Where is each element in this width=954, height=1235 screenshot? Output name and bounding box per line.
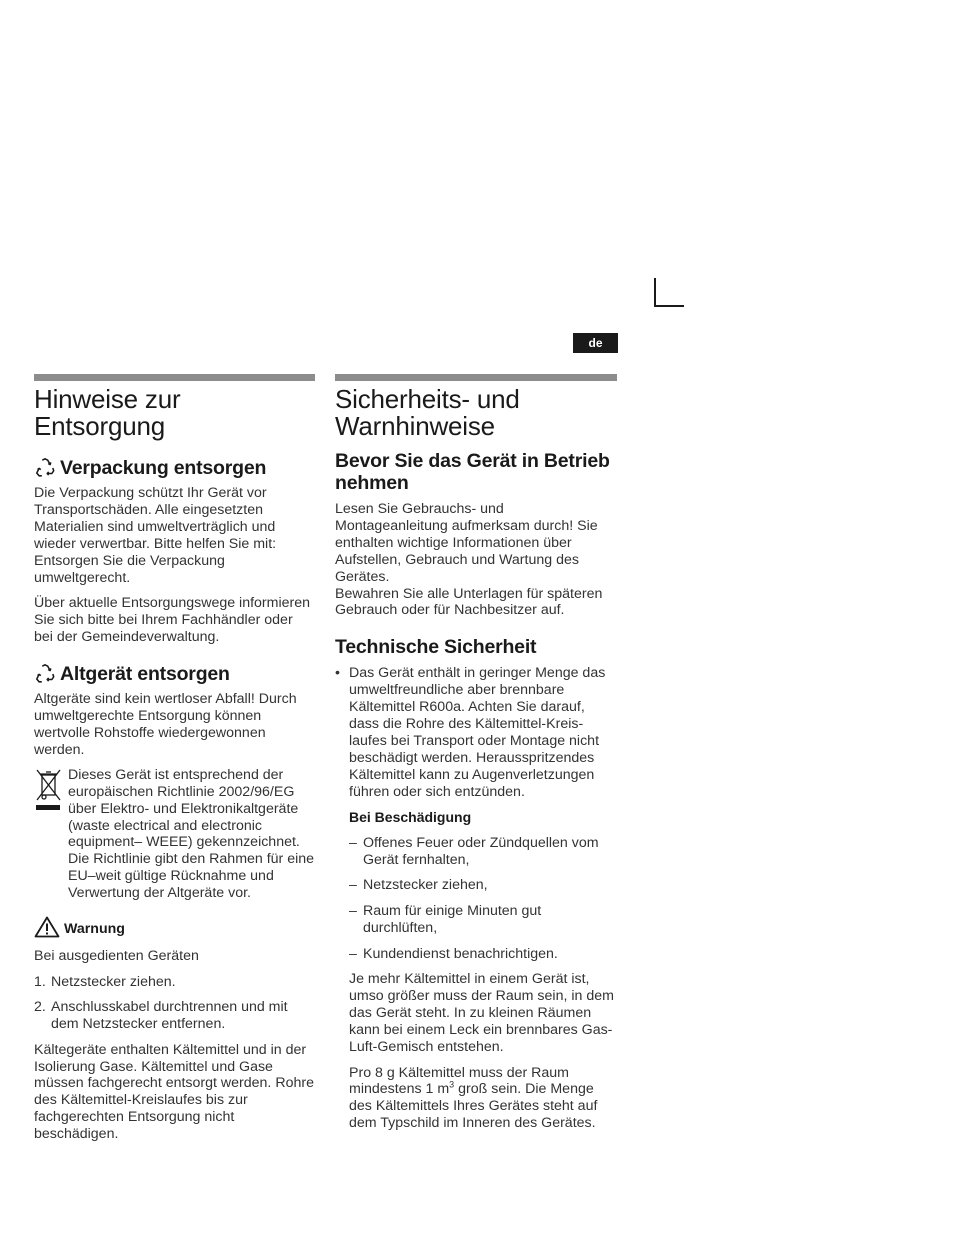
right-column (335, 374, 617, 1132)
safety-title: Sicherheits- und Warnhinweise (335, 384, 520, 441)
packaging-heading-row (34, 457, 315, 479)
warning-label: Warnung (64, 921, 125, 938)
damage-step: – Raum für einige Minuten gut durchlüften, (349, 903, 542, 937)
packaging-paragraph-1: Die Verpackung schützt Ihr Gerät vor Transportschäden. Alle eingesetzten Materialien sind umweltverträglich und wieder verwertbar. Bitte helfen Sie mit: Entsorgen Sie die Verpackung umweltgerecht. (34, 485, 277, 586)
old-device-heading-row (34, 663, 315, 685)
warning-triangle-icon (34, 916, 60, 938)
before-use-paragraph-1: Lesen Sie Gebrauchs- und Montageanleitung aufmerksam durch! Sie enthalten wichtige Informationen über Aufstellen, Gebrauch und Wartung des Gerätes. (335, 501, 598, 585)
damage-steps (349, 835, 617, 963)
weee-text: Dieses Gerät ist entsprechend der europäischen Richtlinie 2002/96/EG über Elektro- und Elektronikaltgeräte (waste electrical and electronic equipment– WEEE) gekennzeichnet. Die Richtlinie gibt den Rahmen für eine EU–weit gültige Rücknahme und Verwertung der Altgeräte vor. (68, 766, 315, 902)
crop-mark-vertical (654, 278, 656, 306)
warning-intro: Bei ausgedienten Geräten (34, 948, 199, 965)
old-device-heading: Altgerät entsorgen (60, 663, 230, 686)
crop-mark-horizontal (654, 305, 684, 307)
packaging-paragraph-2: Über aktuelle Entsorgungswege informieren Sie sich bitte bei Ihrem Fachhändler oder bei der Gemeindeverwaltung. (34, 595, 311, 646)
warning-heading-row (34, 916, 315, 938)
damage-step: – Netzstecker ziehen, (349, 877, 488, 894)
damage-heading: Bei Beschädigung (349, 808, 472, 825)
old-device-paragraph: Altgeräte sind kein wertloser Abfall! Durch umweltgerechte Entsorgung können wertvolle Rohstoffe wiedergewonnen werden. (34, 691, 297, 758)
packaging-heading: Verpackung entsorgen (60, 457, 267, 479)
weee-block (34, 767, 315, 902)
before-use-heading: Bevor Sie das Gerät in Betrieb nehmen (335, 450, 610, 494)
language-badge: de (573, 333, 618, 353)
warning-step: 1. Netzstecker ziehen. (34, 973, 176, 990)
damage-step: – Kundendienst benachrichtigen. (349, 946, 558, 963)
disposal-title: Hinweise zur Entsorgung (34, 384, 181, 441)
warning-closing: Kältegeräte enthalten Kältemittel und in der Isolierung Gase. Kältemittel und Gase müssen fachgerecht entsorgt werden. Rohre des Kältemittel-Kreislaufes bis zur fachgerechten Entsorgung nicht beschädigen. (34, 1041, 314, 1143)
bullet-item: • Das Gerät enthält in geringer Menge das umweltfreundliche aber brennbare Kältemittel R600a. Achten Sie darauf, dass die Rohre des Kältemittel-Kreis-laufes bei Transport oder Montage nicht beschädigt werden. Herausspritzendes Kältemittel kann zu Augenverletzungen führen oder sich entzünden. (335, 665, 606, 800)
section-rule (335, 374, 617, 381)
technical-bullets (335, 665, 617, 800)
recycle-icon (34, 457, 56, 479)
left-column (34, 374, 315, 1143)
room-size-paragraph: Je mehr Kältemittel in einem Gerät ist, umso größer muss der Raum sein, in dem das Gerät steht. In zu kleinen Räumen kann bei einem Leck ein brennbares Gas-Luft-Gemisch entstehen. (349, 971, 614, 1055)
refrigerant-amount-paragraph: Pro 8 g Kältemittel muss der Raum mindestens 1 $m^3$ groß sein. Die Menge des Kältemittels Ihres Gerätes steht auf dem Typschild im Inneren des Gerätes. (349, 1064, 598, 1132)
section-rule (34, 374, 315, 381)
technical-safety-heading: Technische Sicherheit (335, 636, 537, 659)
recycle-icon (34, 663, 56, 685)
warning-step: 2. Anschlusskabel durchtrennen und mit dem Netzstecker entfernen. (34, 998, 288, 1032)
before-use-paragraph-2: Bewahren Sie alle Unterlagen für späteren Gebrauch oder für Nachbesitzer auf. (335, 585, 603, 619)
damage-section (335, 809, 617, 1133)
warning-steps (34, 974, 315, 1033)
damage-step: – Offenes Feuer oder Zündquellen vom Gerät fernhalten, (349, 834, 599, 868)
crossed-bin-icon (34, 767, 62, 813)
